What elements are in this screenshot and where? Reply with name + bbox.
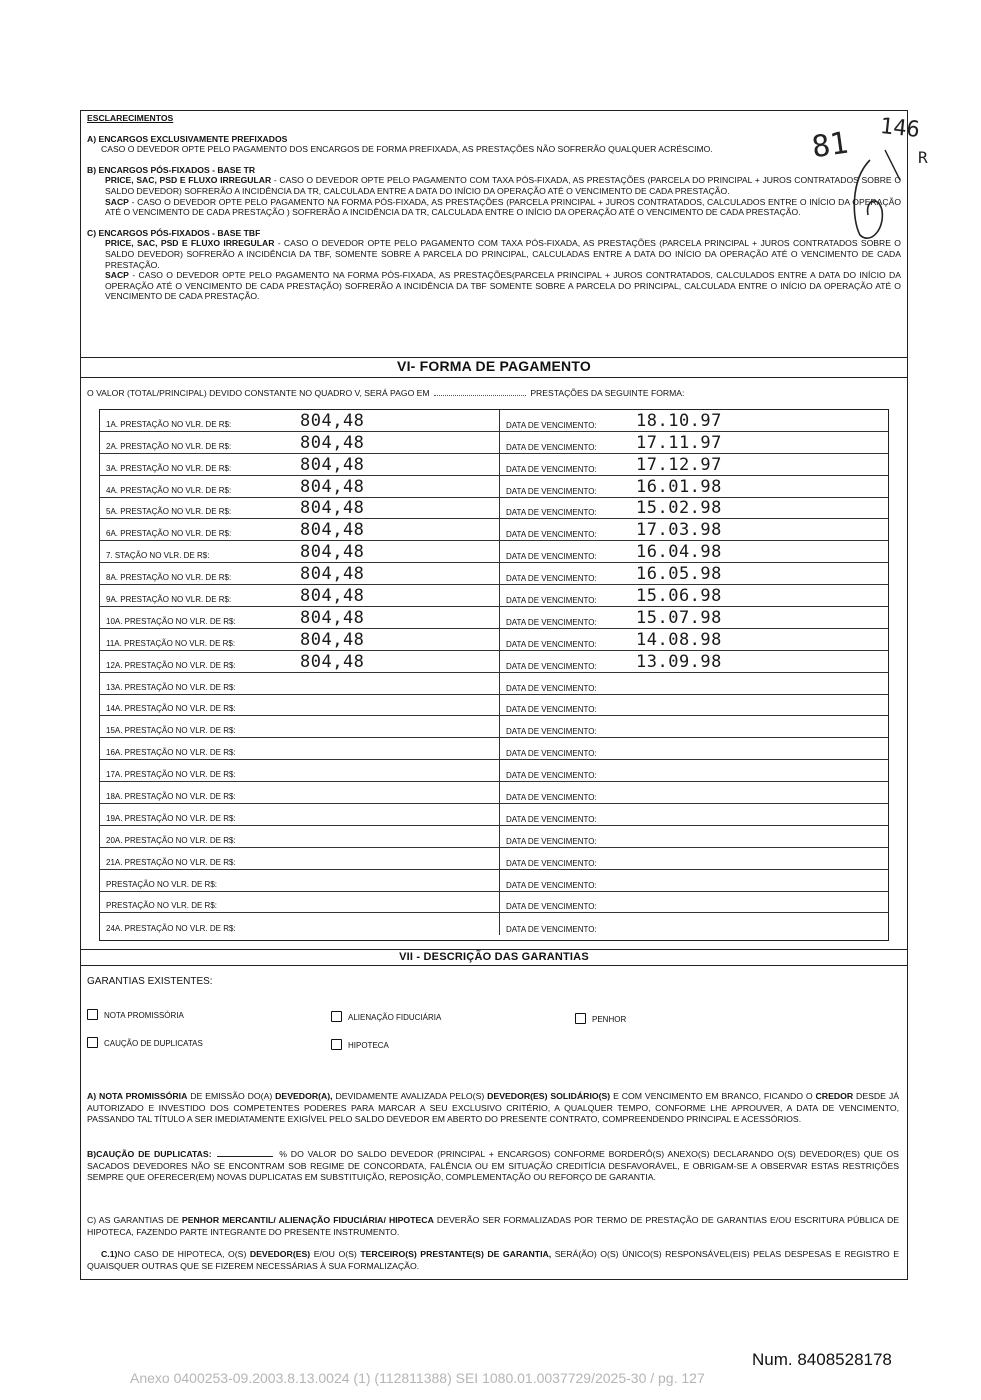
table-row [100, 782, 888, 804]
installment-label: 11A. PRESTAÇÃO NO VLR. DE R$: [106, 638, 236, 648]
document-reference: Anexo 0400253-09.2003.8.13.0024 (1) (112811388) SEI 1080.01.0037729/2025-30 / pg. 127 [130, 1370, 705, 1386]
installment-value: 804,48 [300, 586, 365, 607]
clause-a-text-4: DESDE JÁ AUTORIZADO E INVESTIDO DOS COMPETENTES PODERES PARA MARCAR A SEU EXCLUSIVO CRITÉRIO, A QUALQUER TEMPO, CONFORME LHE APROUVER, A DATA DE VENCIMENTO, PASSANDO TAL TÍTULO A SER IMEDIATAMENTE EXIGÍVEL PELO SALDO DEVEDOR EM ABERTO DO PRESENTE CONTRATO, COMPREENDENDO PRINCIPAL E ACESSÓRIOS. [87, 1091, 899, 1125]
table-row [100, 541, 888, 563]
checkbox-icon[interactable] [331, 1039, 342, 1050]
penhor-label: PENHOR [592, 1015, 627, 1024]
installment-label: 21A. PRESTAÇÃO NO VLR. DE R$: [106, 857, 236, 867]
clause-a-text-2: DEVIDAMENTE AVALIZADA PELO(S) [332, 1091, 488, 1101]
table-row [100, 892, 888, 914]
payment-table [99, 409, 889, 941]
installment-value: 804,48 [300, 629, 365, 650]
table-row [100, 607, 888, 629]
section-divider [81, 377, 907, 378]
installment-value: 804,48 [300, 498, 365, 519]
table-row [100, 519, 888, 541]
installment-label: 4A. PRESTAÇÃO NO VLR. DE R$: [106, 485, 232, 495]
due-date-value: 17.03.98 [636, 520, 722, 541]
alienacao-fiduciaria-option[interactable] [331, 1011, 441, 1022]
clause-c1-text-1: NO CASO DE HIPOTECA, O(S) [117, 1249, 250, 1259]
checkbox-icon[interactable] [331, 1011, 342, 1022]
table-row [100, 870, 888, 892]
table-row [100, 454, 888, 476]
section-divider [81, 965, 907, 966]
installment-label: 20A. PRESTAÇÃO NO VLR. DE R$: [106, 835, 236, 845]
garantias-existentes-label: GARANTIAS EXISTENTES: [87, 976, 213, 987]
table-row [100, 629, 888, 651]
due-date-value: 16.05.98 [636, 564, 722, 585]
due-date-label: DATA DE VENCIMENTO: [506, 793, 597, 803]
clause-a-devedor: DEVEDOR(A), [275, 1091, 333, 1101]
clause-c-price-label: PRICE, SAC, PSD E FLUXO IRREGULAR [105, 238, 275, 249]
installment-label: PRESTAÇÃO NO VLR. DE R$: [106, 879, 217, 889]
installment-value: 804,48 [300, 564, 365, 585]
clause-c-price-text: - CASO O DEVEDOR OPTE PELO PAGAMENTO COM TAXA PÓS-FIXADA, AS PRESTAÇÕES (PARCELA PRINCIPAL + JUROS CONTRATADOS SOBRE O SALDO DEVEDOR) SOFRERÃO A INCIDÊNCIA DA TBF, SOMENTE SOBRE A PARCELA DO PRINCIPAL, CALCULADAS ENTRE A DATA DO INÍCIO DA OPERAÇÃO ATÉ O VENCIMENTO DE CADA PRESTAÇÃO. [105, 238, 901, 270]
installment-value: 804,48 [300, 432, 365, 453]
hipoteca-option[interactable] [331, 1039, 389, 1050]
clause-a-credor: CREDOR [815, 1091, 854, 1101]
clause-a-text-3: E COM VENCIMENTO EM BRANCO, FICANDO O [610, 1091, 816, 1101]
table-row [100, 848, 888, 870]
due-date-label: DATA DE VENCIMENTO: [506, 420, 597, 430]
due-date-value: 18.10.97 [636, 410, 722, 431]
handwritten-page-number: 81 [809, 125, 851, 166]
clause-hipoteca [87, 1249, 899, 1272]
table-row [100, 804, 888, 826]
table-row [100, 563, 888, 585]
forma-pagamento-title: VI- FORMA DE PAGAMENTO [397, 358, 591, 374]
due-date-label: DATA DE VENCIMENTO: [506, 771, 597, 781]
table-row [100, 476, 888, 498]
installment-label: 7. STAÇÃO NO VLR. DE R$: [106, 551, 210, 561]
due-date-label: DATA DE VENCIMENTO: [506, 464, 597, 474]
due-date-value: 17.11.97 [636, 432, 722, 453]
due-date-value: 15.07.98 [636, 607, 722, 628]
clause-c1-text-3: SERÁ(ÃO) O(S) ÚNICO(S) RESPONSÁVEL(EIS) PELAS DESPESAS E REGISTRO E QUAISQUER OUTRAS QUE SE FIZEREM NECESSÁRIAS À SUA FORMALIZAÇÃO. [87, 1249, 899, 1271]
due-date-label: DATA DE VENCIMENTO: [506, 530, 597, 540]
installment-label: 16A. PRESTAÇÃO NO VLR. DE R$: [106, 748, 236, 758]
due-date-value: 14.08.98 [636, 629, 722, 650]
due-date-label: DATA DE VENCIMENTO: [506, 925, 597, 935]
clause-c1-terceiro: TERCEIRO(S) PRESTANTE(S) DE GARANTIA, [360, 1249, 552, 1259]
nota-promissoria-label: NOTA PROMISSÓRIA [104, 1011, 184, 1020]
installment-label: 15A. PRESTAÇÃO NO VLR. DE R$: [106, 726, 236, 736]
clause-nota-promissoria [87, 1091, 899, 1126]
due-date-label: DATA DE VENCIMENTO: [506, 552, 597, 562]
clause-a-label: A) NOTA PROMISSÓRIA [87, 1091, 188, 1101]
checkbox-icon[interactable] [87, 1037, 98, 1048]
clause-formalizacao [87, 1215, 899, 1238]
penhor-option[interactable] [575, 1013, 626, 1024]
due-date-value: 16.01.98 [636, 476, 722, 497]
clause-c1-text-2: E/OU O(S) [310, 1249, 361, 1259]
garantias-title: VII - DESCRIÇÃO DAS GARANTIAS [399, 951, 589, 963]
table-row [100, 738, 888, 760]
table-row [100, 716, 888, 738]
clause-b-price [87, 175, 901, 196]
handwritten-folio: 146 [878, 113, 921, 144]
table-row [100, 585, 888, 607]
due-date-label: DATA DE VENCIMENTO: [506, 749, 597, 759]
clause-a-solidarios: DEVEDOR(ES) SOLIDÁRIO(S) [487, 1091, 611, 1101]
installment-value: 804,48 [300, 520, 365, 541]
table-row [100, 651, 888, 673]
document-frame [80, 110, 908, 1280]
valor-line [87, 388, 684, 398]
due-date-value: 16.04.98 [636, 542, 722, 563]
nota-promissoria-option[interactable] [87, 1009, 184, 1020]
caucao-duplicatas-option[interactable] [87, 1037, 203, 1048]
num-prestacoes-field[interactable] [434, 395, 526, 396]
installment-value: 804,48 [300, 410, 365, 431]
caucao-duplicatas-label: CAUÇÃO DE DUPLICATAS [104, 1039, 203, 1048]
due-date-label: DATA DE VENCIMENTO: [506, 442, 597, 452]
clause-c-sacp-text: - CASO O DEVEDOR OPTE PELO PAGAMENTO NA FORMA PÓS-FIXADA, AS PRESTAÇÕES(PARCELA PRINCIPAL + JUROS CONTRATADOS, CALCULADOS ENTRE A DATA DO INÍCIO DA OPERAÇÃO ATÉ O VENCIMENTO DE CADA PRESTAÇÃO) SOFRERÃO A INCIDÊNCIA DA TBF SOMENTE SOBRE A PARCELA DO PRINCIPAL, CALCULADA ENTRE O INÍCIO DA OPERAÇÃO ATÉ O VENCIMENTO DE CADA PRESTAÇÃO. [105, 270, 901, 302]
installment-label: 10A. PRESTAÇÃO NO VLR. DE R$: [106, 616, 236, 626]
installment-value: 804,48 [300, 476, 365, 497]
alienacao-fiduciaria-label: ALIENAÇÃO FIDUCIÁRIA [348, 1013, 442, 1022]
clause-c-text-2: DEVERÃO SER FORMALIZADAS POR TERMO DE PRESTAÇÃO DE GARANTIAS E/OU ESCRITURA PÚBLICA DE HIPOTECA, FAZENDO PARTE INTEGRANTE DO PRESENTE INSTRUMENTO. [87, 1215, 900, 1237]
clause-c-text-1: C) AS GARANTIAS DE [87, 1215, 182, 1225]
clause-b-title: B) ENCARGOS PÓS-FIXADOS - BASE TR [87, 164, 256, 175]
handwritten-initial: R [918, 148, 928, 167]
due-date-label: DATA DE VENCIMENTO: [506, 705, 597, 715]
valor-prefix: O VALOR (TOTAL/PRINCIPAL) DEVIDO CONSTANTE NO QUADRO V, SERÁ PAGO EM [87, 388, 430, 398]
clause-b-price-label: PRICE, SAC, PSD E FLUXO IRREGULAR [105, 175, 272, 186]
due-date-label: DATA DE VENCIMENTO: [506, 508, 597, 518]
installment-label: 8A. PRESTAÇÃO NO VLR. DE R$: [106, 573, 232, 583]
clause-b-sacp [87, 197, 901, 218]
checkbox-icon[interactable] [87, 1009, 98, 1020]
document-number: Num. 8408528178 [752, 1350, 892, 1369]
clause-a-title: A) ENCARGOS EXCLUSIVAMENTE PREFIXADOS [87, 133, 288, 144]
due-date-label: DATA DE VENCIMENTO: [506, 617, 597, 627]
table-row [100, 410, 888, 432]
clause-c1-devedor: DEVEDOR(ES) [249, 1249, 311, 1259]
installment-label: 13A. PRESTAÇÃO NO VLR. DE R$: [106, 682, 236, 692]
table-row [100, 673, 888, 695]
clause-c-bold: PENHOR MERCANTIL/ ALIENAÇÃO FIDUCIÁRIA/ HIPOTECA [181, 1215, 434, 1225]
section-divider [81, 949, 907, 950]
due-date-label: DATA DE VENCIMENTO: [506, 814, 597, 824]
due-date-label: DATA DE VENCIMENTO: [506, 880, 597, 890]
clause-c-sacp-label: SACP [105, 270, 129, 281]
clause-b-sacp-text: - CASO O DEVEDOR OPTE PELO PAGAMENTO NA FORMA PÓS-FIXADA, AS PRESTAÇÕES (PARCELA PRINCIPAL + JUROS CONTRATADOS, CALCULADOS ENTRE O INÍCIO DA OPERAÇÃO ATÉ O VENCIMENTO DE CADA PRESTAÇÃO ) SOFRERÃO A INCIDÊNCIA DA TR, CALCULADA ENTRE O INÍCIO DA OPERAÇÃO ATÉ O VENCIMENTO DE CADA PRESTAÇÃO. [105, 196, 901, 218]
clause-c-sacp [87, 270, 901, 302]
due-date-label: DATA DE VENCIMENTO: [506, 574, 597, 584]
installment-label: 24A. PRESTAÇÃO NO VLR. DE R$: [106, 924, 236, 934]
clause-c-price [87, 238, 901, 270]
due-date-label: DATA DE VENCIMENTO: [506, 902, 597, 912]
installment-value: 804,48 [300, 542, 365, 563]
due-date-label: DATA DE VENCIMENTO: [506, 486, 597, 496]
due-date-label: DATA DE VENCIMENTO: [506, 727, 597, 737]
hipoteca-label: HIPOTECA [348, 1041, 389, 1050]
installment-label: 17A. PRESTAÇÃO NO VLR. DE R$: [106, 770, 236, 780]
installment-value: 804,48 [300, 454, 365, 475]
table-row [100, 913, 888, 935]
installment-label: 9A. PRESTAÇÃO NO VLR. DE R$: [106, 595, 232, 605]
due-date-label: DATA DE VENCIMENTO: [506, 661, 597, 671]
installment-label: 19A. PRESTAÇÃO NO VLR. DE R$: [106, 813, 236, 823]
clause-b-sacp-label: SACP [105, 196, 129, 207]
clause-c1-label: C.1) [101, 1249, 118, 1259]
table-row [100, 826, 888, 848]
installment-label: 3A. PRESTAÇÃO NO VLR. DE R$: [106, 463, 232, 473]
clause-b-price-text: - CASO O DEVEDOR OPTE PELO PAGAMENTO COM TAXA PÓS-FIXADA, AS PRESTAÇÕES (PARCELA DO PRINCIPAL + JUROS CONTRATADOS SOBRE O SALDO DEVEDOR) SOFRERÃO A INCIDÊNCIA DA TR, CALCULADA ENTRE A DATA DO INÍCIO DA OPERAÇÃO ATÉ O VENCIMENTO DE CADA PRESTAÇÃO. [105, 175, 902, 196]
table-row [100, 498, 888, 520]
due-date-value: 17.12.97 [636, 454, 722, 475]
table-row [100, 432, 888, 454]
esclarecimentos-section [87, 113, 901, 302]
clause-b-label: B)CAUÇÃO DE DUPLICATAS: [87, 1149, 212, 1159]
due-date-value: 15.02.98 [636, 498, 722, 519]
due-date-value: 13.09.98 [636, 651, 722, 672]
installment-label: 5A. PRESTAÇÃO NO VLR. DE R$: [106, 507, 232, 517]
handwritten-signature-icon [830, 140, 910, 250]
installment-value: 804,48 [300, 607, 365, 628]
installment-label: 14A. PRESTAÇÃO NO VLR. DE R$: [106, 704, 236, 714]
due-date-label: DATA DE VENCIMENTO: [506, 639, 597, 649]
clause-caucao-duplicatas [87, 1149, 899, 1184]
installment-label: 2A. PRESTAÇÃO NO VLR. DE R$: [106, 441, 232, 451]
esclarecimentos-title: ESCLARECIMENTOS [87, 113, 174, 123]
clause-a-text: CASO O DEVEDOR OPTE PELO PAGAMENTO DOS ENCARGOS DE FORMA PREFIXADA, AS PRESTAÇÕES NÃO SOFRERÃO QUALQUER ACRÉSCIMO. [101, 144, 713, 155]
percent-blank-field[interactable] [217, 1156, 273, 1157]
clause-c-title: C) ENCARGOS PÓS-FIXADOS - BASE TBF [87, 227, 261, 238]
installment-label: 6A. PRESTAÇÃO NO VLR. DE R$: [106, 529, 232, 539]
due-date-value: 15.06.98 [636, 586, 722, 607]
due-date-label: DATA DE VENCIMENTO: [506, 836, 597, 846]
table-row [100, 760, 888, 782]
clause-a-text-1: DE EMISSÃO DO(A) [187, 1091, 276, 1101]
due-date-label: DATA DE VENCIMENTO: [506, 596, 597, 606]
table-row [100, 695, 888, 717]
due-date-label: DATA DE VENCIMENTO: [506, 683, 597, 693]
valor-suffix: PRESTAÇÕES DA SEGUINTE FORMA: [530, 388, 685, 398]
checkbox-icon[interactable] [575, 1013, 586, 1024]
installment-value: 804,48 [300, 651, 365, 672]
clause-b-text: % DO VALOR DO SALDO DEVEDOR (PRINCIPAL + ENCARGOS) CONFORME BORDERÔ(S) ANEXO(S) DECLARANDO O(S) DEVEDOR(ES) QUE OS SACADOS DEVEDORES NÃO SE ENCONTRAM SOB REGIME DE CONCORDATA, FALÊNCIA OU EM SITUAÇÃO CREDITÍCIA DESFAVORÁVEL, E OBRIGAM-SE A OBSERVAR ESTAS RESTRIÇÕES SEMPRE QUE OFERECER(EM) NOVAS DUPLICATAS EM SUBSTITUIÇÃO, REPOSIÇÃO, COMPLEMENTAÇÃO OU REFORÇO DE GARANTIA. [87, 1149, 899, 1183]
due-date-label: DATA DE VENCIMENTO: [506, 858, 597, 868]
installment-label: 12A. PRESTAÇÃO NO VLR. DE R$: [106, 660, 236, 670]
installment-label: 18A. PRESTAÇÃO NO VLR. DE R$: [106, 792, 236, 802]
installment-label: PRESTAÇÃO NO VLR. DE R$: [106, 901, 217, 911]
installment-label: 1A. PRESTAÇÃO NO VLR. DE R$: [106, 419, 232, 429]
